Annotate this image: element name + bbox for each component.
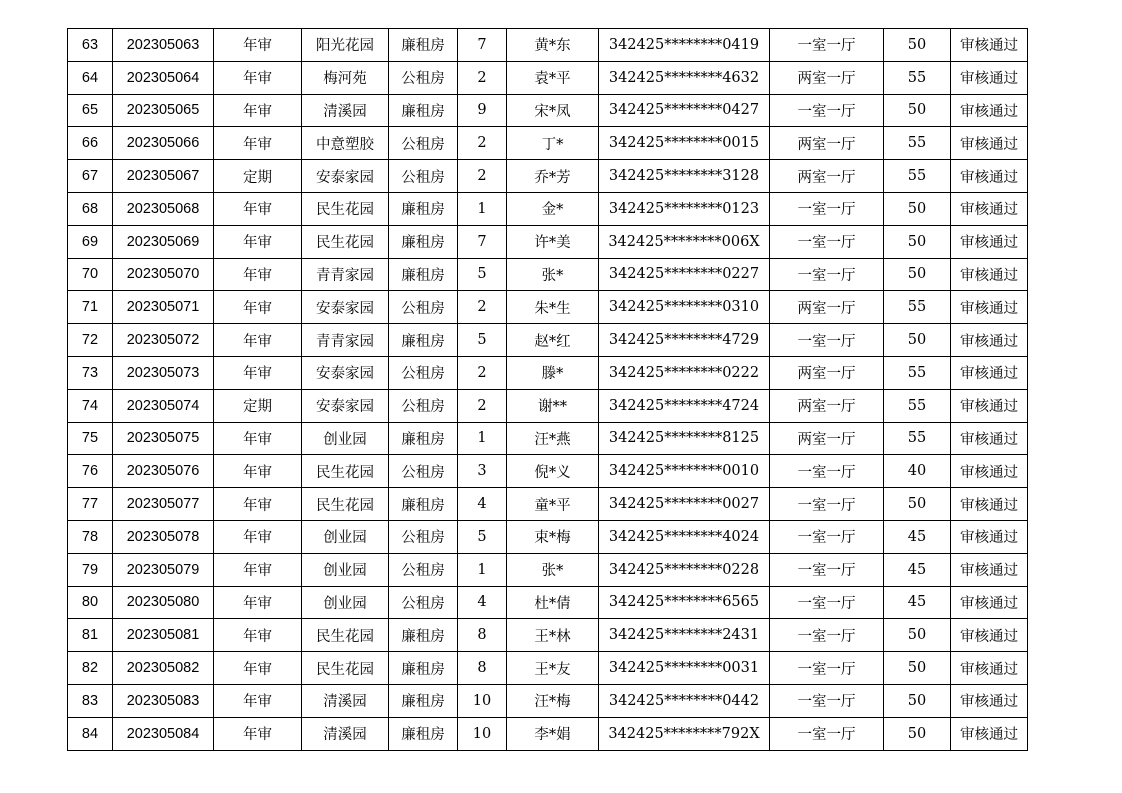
unit-layout-cell: 一室一厅 [770, 488, 884, 521]
review-type-cell: 年审 [214, 225, 302, 258]
table-row [68, 553, 1028, 586]
table-row [68, 684, 1028, 717]
table-row [68, 652, 1028, 685]
review-status-cell: 审核通过 [951, 717, 1028, 750]
community-name-cell: 民生花园 [302, 619, 389, 652]
row-number-cell: 63 [68, 29, 113, 62]
applicant-name-cell: 杜*倩 [507, 586, 599, 619]
review-type-cell: 年审 [214, 356, 302, 389]
row-number-cell: 77 [68, 488, 113, 521]
unit-layout-cell: 一室一厅 [770, 717, 884, 750]
housing-type-cell: 公租房 [389, 127, 458, 160]
record-code-cell: 202305074 [113, 389, 214, 422]
id-number-cell: 342425********0310 [599, 291, 770, 324]
table-row [68, 619, 1028, 652]
review-type-cell: 定期 [214, 160, 302, 193]
unit-area-cell: 55 [884, 127, 951, 160]
housing-review-table [67, 28, 1028, 751]
review-status-cell: 审核通过 [951, 586, 1028, 619]
community-name-cell: 中意塑胶 [302, 127, 389, 160]
review-status-cell: 审核通过 [951, 192, 1028, 225]
review-status-cell: 审核通过 [951, 520, 1028, 553]
record-code-cell: 202305081 [113, 619, 214, 652]
unit-area-cell: 50 [884, 717, 951, 750]
household-size-cell: 7 [458, 225, 507, 258]
row-number-cell: 76 [68, 455, 113, 488]
unit-layout-cell: 一室一厅 [770, 29, 884, 62]
applicant-name-cell: 张* [507, 553, 599, 586]
record-code-cell: 202305079 [113, 553, 214, 586]
row-number-cell: 84 [68, 717, 113, 750]
table-row [68, 389, 1028, 422]
review-status-cell: 审核通过 [951, 291, 1028, 324]
review-type-cell: 年审 [214, 684, 302, 717]
review-status-cell: 审核通过 [951, 652, 1028, 685]
unit-area-cell: 50 [884, 192, 951, 225]
household-size-cell: 2 [458, 356, 507, 389]
unit-area-cell: 50 [884, 225, 951, 258]
applicant-name-cell: 朱*生 [507, 291, 599, 324]
community-name-cell: 民生花园 [302, 652, 389, 685]
review-type-cell: 年审 [214, 29, 302, 62]
unit-area-cell: 55 [884, 291, 951, 324]
unit-layout-cell: 一室一厅 [770, 553, 884, 586]
unit-layout-cell: 两室一厅 [770, 127, 884, 160]
unit-layout-cell: 一室一厅 [770, 619, 884, 652]
housing-type-cell: 廉租房 [389, 225, 458, 258]
community-name-cell: 民生花园 [302, 192, 389, 225]
applicant-name-cell: 丁* [507, 127, 599, 160]
applicant-name-cell: 滕* [507, 356, 599, 389]
record-code-cell: 202305071 [113, 291, 214, 324]
review-status-cell: 审核通过 [951, 422, 1028, 455]
applicant-name-cell: 赵*红 [507, 324, 599, 357]
unit-layout-cell: 两室一厅 [770, 160, 884, 193]
household-size-cell: 10 [458, 684, 507, 717]
applicant-name-cell: 金* [507, 192, 599, 225]
community-name-cell: 创业园 [302, 422, 389, 455]
household-size-cell: 2 [458, 291, 507, 324]
review-type-cell: 年审 [214, 553, 302, 586]
unit-layout-cell: 一室一厅 [770, 192, 884, 225]
applicant-name-cell: 黄*东 [507, 29, 599, 62]
unit-area-cell: 50 [884, 94, 951, 127]
community-name-cell: 清溪园 [302, 684, 389, 717]
record-code-cell: 202305064 [113, 61, 214, 94]
household-size-cell: 2 [458, 61, 507, 94]
household-size-cell: 3 [458, 455, 507, 488]
community-name-cell: 清溪园 [302, 94, 389, 127]
table-row [68, 324, 1028, 357]
unit-layout-cell: 两室一厅 [770, 61, 884, 94]
applicant-name-cell: 束*梅 [507, 520, 599, 553]
id-number-cell: 342425********0123 [599, 192, 770, 225]
housing-type-cell: 公租房 [389, 160, 458, 193]
row-number-cell: 66 [68, 127, 113, 160]
row-number-cell: 74 [68, 389, 113, 422]
unit-area-cell: 50 [884, 258, 951, 291]
household-size-cell: 5 [458, 520, 507, 553]
household-size-cell: 2 [458, 127, 507, 160]
review-status-cell: 审核通过 [951, 684, 1028, 717]
applicant-name-cell: 童*平 [507, 488, 599, 521]
community-name-cell: 阳光花园 [302, 29, 389, 62]
row-number-cell: 72 [68, 324, 113, 357]
housing-type-cell: 廉租房 [389, 652, 458, 685]
record-code-cell: 202305083 [113, 684, 214, 717]
record-code-cell: 202305084 [113, 717, 214, 750]
unit-area-cell: 50 [884, 619, 951, 652]
review-status-cell: 审核通过 [951, 225, 1028, 258]
unit-area-cell: 50 [884, 324, 951, 357]
review-status-cell: 审核通过 [951, 356, 1028, 389]
record-code-cell: 202305070 [113, 258, 214, 291]
housing-type-cell: 公租房 [389, 553, 458, 586]
table-row [68, 356, 1028, 389]
unit-area-cell: 55 [884, 160, 951, 193]
table-body [68, 29, 1028, 751]
row-number-cell: 70 [68, 258, 113, 291]
review-type-cell: 年审 [214, 717, 302, 750]
household-size-cell: 2 [458, 389, 507, 422]
record-code-cell: 202305065 [113, 94, 214, 127]
review-type-cell: 年审 [214, 586, 302, 619]
community-name-cell: 创业园 [302, 520, 389, 553]
housing-type-cell: 公租房 [389, 455, 458, 488]
community-name-cell: 创业园 [302, 553, 389, 586]
id-number-cell: 342425********4632 [599, 61, 770, 94]
record-code-cell: 202305080 [113, 586, 214, 619]
household-size-cell: 9 [458, 94, 507, 127]
community-name-cell: 梅河苑 [302, 61, 389, 94]
id-number-cell: 342425********0227 [599, 258, 770, 291]
unit-area-cell: 50 [884, 488, 951, 521]
row-number-cell: 64 [68, 61, 113, 94]
record-code-cell: 202305066 [113, 127, 214, 160]
applicant-name-cell: 王*友 [507, 652, 599, 685]
row-number-cell: 78 [68, 520, 113, 553]
id-number-cell: 342425********0222 [599, 356, 770, 389]
community-name-cell: 创业园 [302, 586, 389, 619]
housing-type-cell: 廉租房 [389, 619, 458, 652]
table-row [68, 225, 1028, 258]
unit-area-cell: 50 [884, 652, 951, 685]
record-code-cell: 202305069 [113, 225, 214, 258]
unit-area-cell: 55 [884, 422, 951, 455]
id-number-cell: 342425********0010 [599, 455, 770, 488]
review-type-cell: 年审 [214, 291, 302, 324]
id-number-cell: 342425********0442 [599, 684, 770, 717]
id-number-cell: 342425********0031 [599, 652, 770, 685]
review-status-cell: 审核通过 [951, 94, 1028, 127]
id-number-cell: 342425********0427 [599, 94, 770, 127]
community-name-cell: 青青家园 [302, 258, 389, 291]
unit-layout-cell: 一室一厅 [770, 455, 884, 488]
id-number-cell: 342425********2431 [599, 619, 770, 652]
applicant-name-cell: 袁*平 [507, 61, 599, 94]
community-name-cell: 安泰家园 [302, 160, 389, 193]
row-number-cell: 69 [68, 225, 113, 258]
housing-type-cell: 廉租房 [389, 422, 458, 455]
row-number-cell: 71 [68, 291, 113, 324]
review-status-cell: 审核通过 [951, 61, 1028, 94]
id-number-cell: 342425********006X [599, 225, 770, 258]
review-type-cell: 年审 [214, 422, 302, 455]
housing-type-cell: 廉租房 [389, 192, 458, 225]
community-name-cell: 民生花园 [302, 455, 389, 488]
household-size-cell: 1 [458, 192, 507, 225]
table-row [68, 291, 1028, 324]
id-number-cell: 342425********4724 [599, 389, 770, 422]
household-size-cell: 4 [458, 488, 507, 521]
review-type-cell: 年审 [214, 127, 302, 160]
table-row [68, 192, 1028, 225]
unit-layout-cell: 一室一厅 [770, 652, 884, 685]
unit-area-cell: 50 [884, 684, 951, 717]
applicant-name-cell: 汪*梅 [507, 684, 599, 717]
id-number-cell: 342425********6565 [599, 586, 770, 619]
table-row [68, 586, 1028, 619]
row-number-cell: 65 [68, 94, 113, 127]
review-type-cell: 年审 [214, 324, 302, 357]
unit-layout-cell: 一室一厅 [770, 94, 884, 127]
unit-area-cell: 55 [884, 356, 951, 389]
household-size-cell: 5 [458, 258, 507, 291]
record-code-cell: 202305077 [113, 488, 214, 521]
housing-type-cell: 廉租房 [389, 29, 458, 62]
unit-area-cell: 45 [884, 520, 951, 553]
housing-type-cell: 廉租房 [389, 324, 458, 357]
unit-area-cell: 40 [884, 455, 951, 488]
community-name-cell: 安泰家园 [302, 291, 389, 324]
housing-type-cell: 公租房 [389, 291, 458, 324]
review-status-cell: 审核通过 [951, 324, 1028, 357]
unit-layout-cell: 一室一厅 [770, 258, 884, 291]
applicant-name-cell: 宋*凤 [507, 94, 599, 127]
row-number-cell: 81 [68, 619, 113, 652]
review-type-cell: 年审 [214, 61, 302, 94]
community-name-cell: 安泰家园 [302, 389, 389, 422]
applicant-name-cell: 乔*芳 [507, 160, 599, 193]
id-number-cell: 342425********0015 [599, 127, 770, 160]
household-size-cell: 8 [458, 619, 507, 652]
applicant-name-cell: 谢** [507, 389, 599, 422]
household-size-cell: 10 [458, 717, 507, 750]
id-number-cell: 342425********0027 [599, 488, 770, 521]
unit-area-cell: 55 [884, 389, 951, 422]
review-status-cell: 审核通过 [951, 488, 1028, 521]
table-row [68, 61, 1028, 94]
review-status-cell: 审核通过 [951, 553, 1028, 586]
review-status-cell: 审核通过 [951, 160, 1028, 193]
housing-type-cell: 廉租房 [389, 717, 458, 750]
applicant-name-cell: 汪*燕 [507, 422, 599, 455]
table-row [68, 488, 1028, 521]
review-type-cell: 年审 [214, 619, 302, 652]
record-code-cell: 202305067 [113, 160, 214, 193]
review-type-cell: 年审 [214, 258, 302, 291]
review-status-cell: 审核通过 [951, 258, 1028, 291]
household-size-cell: 8 [458, 652, 507, 685]
table-row [68, 160, 1028, 193]
unit-area-cell: 45 [884, 553, 951, 586]
applicant-name-cell: 许*美 [507, 225, 599, 258]
review-status-cell: 审核通过 [951, 389, 1028, 422]
review-type-cell: 年审 [214, 488, 302, 521]
housing-type-cell: 公租房 [389, 586, 458, 619]
table-row [68, 422, 1028, 455]
row-number-cell: 79 [68, 553, 113, 586]
record-code-cell: 202305072 [113, 324, 214, 357]
table-row [68, 455, 1028, 488]
review-type-cell: 年审 [214, 94, 302, 127]
record-code-cell: 202305073 [113, 356, 214, 389]
table-row [68, 29, 1028, 62]
id-number-cell: 342425********0228 [599, 553, 770, 586]
applicant-name-cell: 张* [507, 258, 599, 291]
applicant-name-cell: 李*娟 [507, 717, 599, 750]
housing-type-cell: 公租房 [389, 61, 458, 94]
table-row [68, 127, 1028, 160]
row-number-cell: 75 [68, 422, 113, 455]
household-size-cell: 1 [458, 553, 507, 586]
row-number-cell: 73 [68, 356, 113, 389]
row-number-cell: 82 [68, 652, 113, 685]
community-name-cell: 安泰家园 [302, 356, 389, 389]
record-code-cell: 202305082 [113, 652, 214, 685]
review-status-cell: 审核通过 [951, 619, 1028, 652]
applicant-name-cell: 王*林 [507, 619, 599, 652]
record-code-cell: 202305068 [113, 192, 214, 225]
row-number-cell: 83 [68, 684, 113, 717]
record-code-cell: 202305076 [113, 455, 214, 488]
unit-layout-cell: 一室一厅 [770, 684, 884, 717]
housing-type-cell: 公租房 [389, 389, 458, 422]
unit-layout-cell: 一室一厅 [770, 324, 884, 357]
unit-layout-cell: 一室一厅 [770, 586, 884, 619]
review-type-cell: 年审 [214, 455, 302, 488]
unit-layout-cell: 两室一厅 [770, 422, 884, 455]
community-name-cell: 清溪园 [302, 717, 389, 750]
housing-type-cell: 廉租房 [389, 488, 458, 521]
table-row [68, 258, 1028, 291]
unit-layout-cell: 一室一厅 [770, 520, 884, 553]
household-size-cell: 7 [458, 29, 507, 62]
id-number-cell: 342425********0419 [599, 29, 770, 62]
review-type-cell: 定期 [214, 389, 302, 422]
applicant-name-cell: 倪*义 [507, 455, 599, 488]
review-status-cell: 审核通过 [951, 29, 1028, 62]
record-code-cell: 202305063 [113, 29, 214, 62]
household-size-cell: 2 [458, 160, 507, 193]
id-number-cell: 342425********4729 [599, 324, 770, 357]
unit-layout-cell: 一室一厅 [770, 225, 884, 258]
review-type-cell: 年审 [214, 652, 302, 685]
household-size-cell: 5 [458, 324, 507, 357]
row-number-cell: 67 [68, 160, 113, 193]
record-code-cell: 202305075 [113, 422, 214, 455]
id-number-cell: 342425********8125 [599, 422, 770, 455]
row-number-cell: 80 [68, 586, 113, 619]
community-name-cell: 民生花园 [302, 488, 389, 521]
row-number-cell: 68 [68, 192, 113, 225]
review-status-cell: 审核通过 [951, 127, 1028, 160]
unit-area-cell: 55 [884, 61, 951, 94]
id-number-cell: 342425********3128 [599, 160, 770, 193]
housing-type-cell: 廉租房 [389, 258, 458, 291]
record-code-cell: 202305078 [113, 520, 214, 553]
housing-type-cell: 公租房 [389, 520, 458, 553]
review-type-cell: 年审 [214, 520, 302, 553]
unit-layout-cell: 两室一厅 [770, 389, 884, 422]
household-size-cell: 1 [458, 422, 507, 455]
community-name-cell: 青青家园 [302, 324, 389, 357]
review-type-cell: 年审 [214, 192, 302, 225]
household-size-cell: 4 [458, 586, 507, 619]
unit-area-cell: 45 [884, 586, 951, 619]
id-number-cell: 342425********4024 [599, 520, 770, 553]
table-row [68, 717, 1028, 750]
housing-type-cell: 廉租房 [389, 684, 458, 717]
housing-type-cell: 廉租房 [389, 94, 458, 127]
id-number-cell: 342425********792X [599, 717, 770, 750]
review-status-cell: 审核通过 [951, 455, 1028, 488]
housing-type-cell: 公租房 [389, 356, 458, 389]
community-name-cell: 民生花园 [302, 225, 389, 258]
unit-layout-cell: 两室一厅 [770, 291, 884, 324]
unit-area-cell: 50 [884, 29, 951, 62]
unit-layout-cell: 两室一厅 [770, 356, 884, 389]
table-row [68, 94, 1028, 127]
table-row [68, 520, 1028, 553]
